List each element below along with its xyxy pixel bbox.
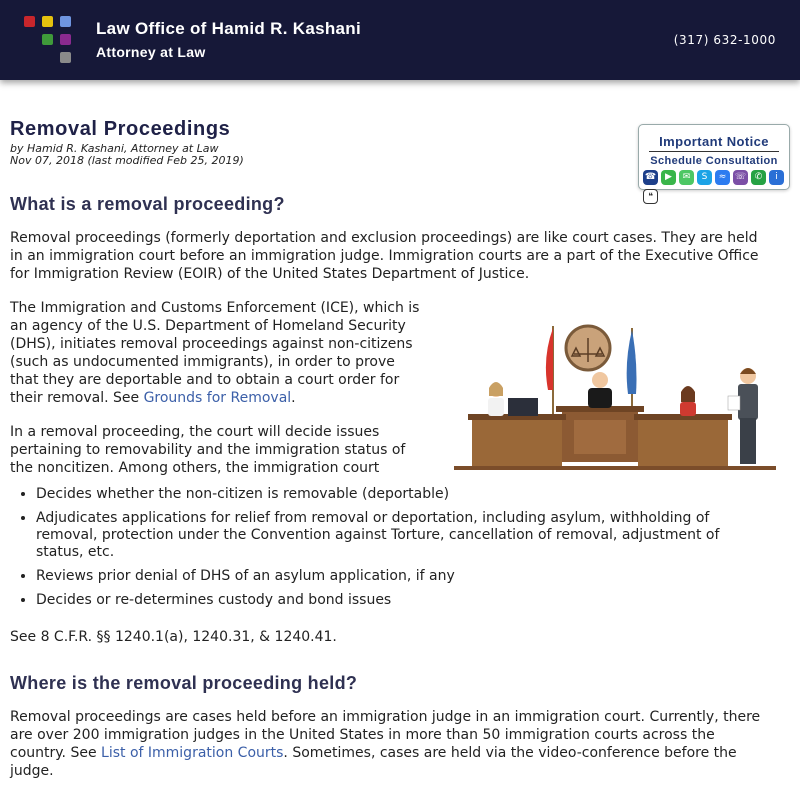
hangouts-icon[interactable]: ❝ <box>643 189 658 204</box>
section-heading-where: Where is the removal proceeding held? <box>10 673 358 693</box>
cfr-citation: See 8 C.F.R. §§ 1240.1(a), 1240.31, & 1240.41. <box>10 629 337 645</box>
intro-paragraph: Removal proceedings (formerly deportation and exclusion proceedings) are like court cases. They are held in an immigration court before an immigration judge. Immigration courts are a part of the Executive Office for Immigration Review (EOIR) of the United States Department of Justice. <box>10 230 759 282</box>
message-icon[interactable]: ✉ <box>679 170 694 185</box>
logo-square-yellow <box>42 16 53 27</box>
logo-square-purple <box>60 34 71 45</box>
article <box>10 118 770 780</box>
byline: by Hamid R. Kashani, Attorney at Law <box>10 142 219 155</box>
logo-square-red <box>24 16 35 27</box>
viber-icon[interactable]: ☏ <box>733 170 748 185</box>
page-title: Removal Proceedings <box>10 118 231 140</box>
list-item: • Adjudicates applications for relief from removal or deportation, including asylum, withholding of removal, protection under the Convention against Torture, cancellation of removal, adjustment of status, etc. <box>36 510 770 561</box>
publish-date: Nov 07, 2018 (last modified Feb 25, 2019) <box>10 154 244 167</box>
where-paragraph <box>10 708 770 780</box>
imo-icon[interactable]: i <box>769 170 784 185</box>
messenger-icon[interactable]: ≈ <box>715 170 730 185</box>
logo-square-green <box>42 34 53 45</box>
site-header <box>0 0 800 80</box>
logo-square-gray <box>60 52 71 63</box>
firm-subtitle: Attorney at Law <box>96 44 206 60</box>
schedule-consultation-link[interactable]: Schedule Consultation <box>650 155 778 167</box>
logo-square-blue <box>60 16 71 27</box>
court-decides-paragraph: In a removal proceeding, the court will decide issues pertaining to removability and the immigration status of the noncitizen. Among others, the immigration court <box>10 424 406 476</box>
where-paragraph-text: Removal proceedings are cases held before an immigration judge in an immigration court. Currently, there are over 200 immigration judges in the United States in more than 50 immigration courts across the country. See <box>10 709 761 761</box>
firm-name[interactable]: Law Office of Hamid R. Kashani <box>96 19 361 38</box>
whatsapp-icon[interactable]: ✆ <box>751 170 766 185</box>
phone-number[interactable]: (317) 632-1000 <box>673 33 776 47</box>
firm-logo[interactable] <box>24 16 74 66</box>
important-notice-link[interactable]: Important Notice <box>659 134 769 149</box>
list-item: • Decides whether the non-citizen is removable (deportable) <box>36 486 770 503</box>
list-item: • Decides or re-determines custody and bond issues <box>36 592 770 609</box>
section-heading-what: What is a removal proceeding? <box>10 194 285 214</box>
ice-paragraph <box>10 299 420 407</box>
phone-icon[interactable]: ☎ <box>643 170 658 185</box>
ice-paragraph-end: . <box>291 390 296 406</box>
grounds-for-removal-link[interactable]: Grounds for Removal <box>143 390 292 406</box>
list-item: • Reviews prior denial of DHS of an asylum application, if any <box>36 568 770 585</box>
where-paragraph-end: . Sometimes, cases are held via the video-conference before the judge. <box>10 745 737 779</box>
ice-paragraph-text: The Immigration and Customs Enforcement (ICE), which is an agency of the U.S. Department of Homeland Security (DHS), initiates removal proceedings against non-citizens (such as undocumented immigrants), in order to prove that they are deportable and to obtain a court order for their removal. See <box>10 300 420 406</box>
immigration-courts-link[interactable]: List of Immigration Courts <box>101 745 284 761</box>
court-duties-list <box>10 486 770 609</box>
skype-icon[interactable]: S <box>697 170 712 185</box>
facetime-icon[interactable]: ▶ <box>661 170 676 185</box>
